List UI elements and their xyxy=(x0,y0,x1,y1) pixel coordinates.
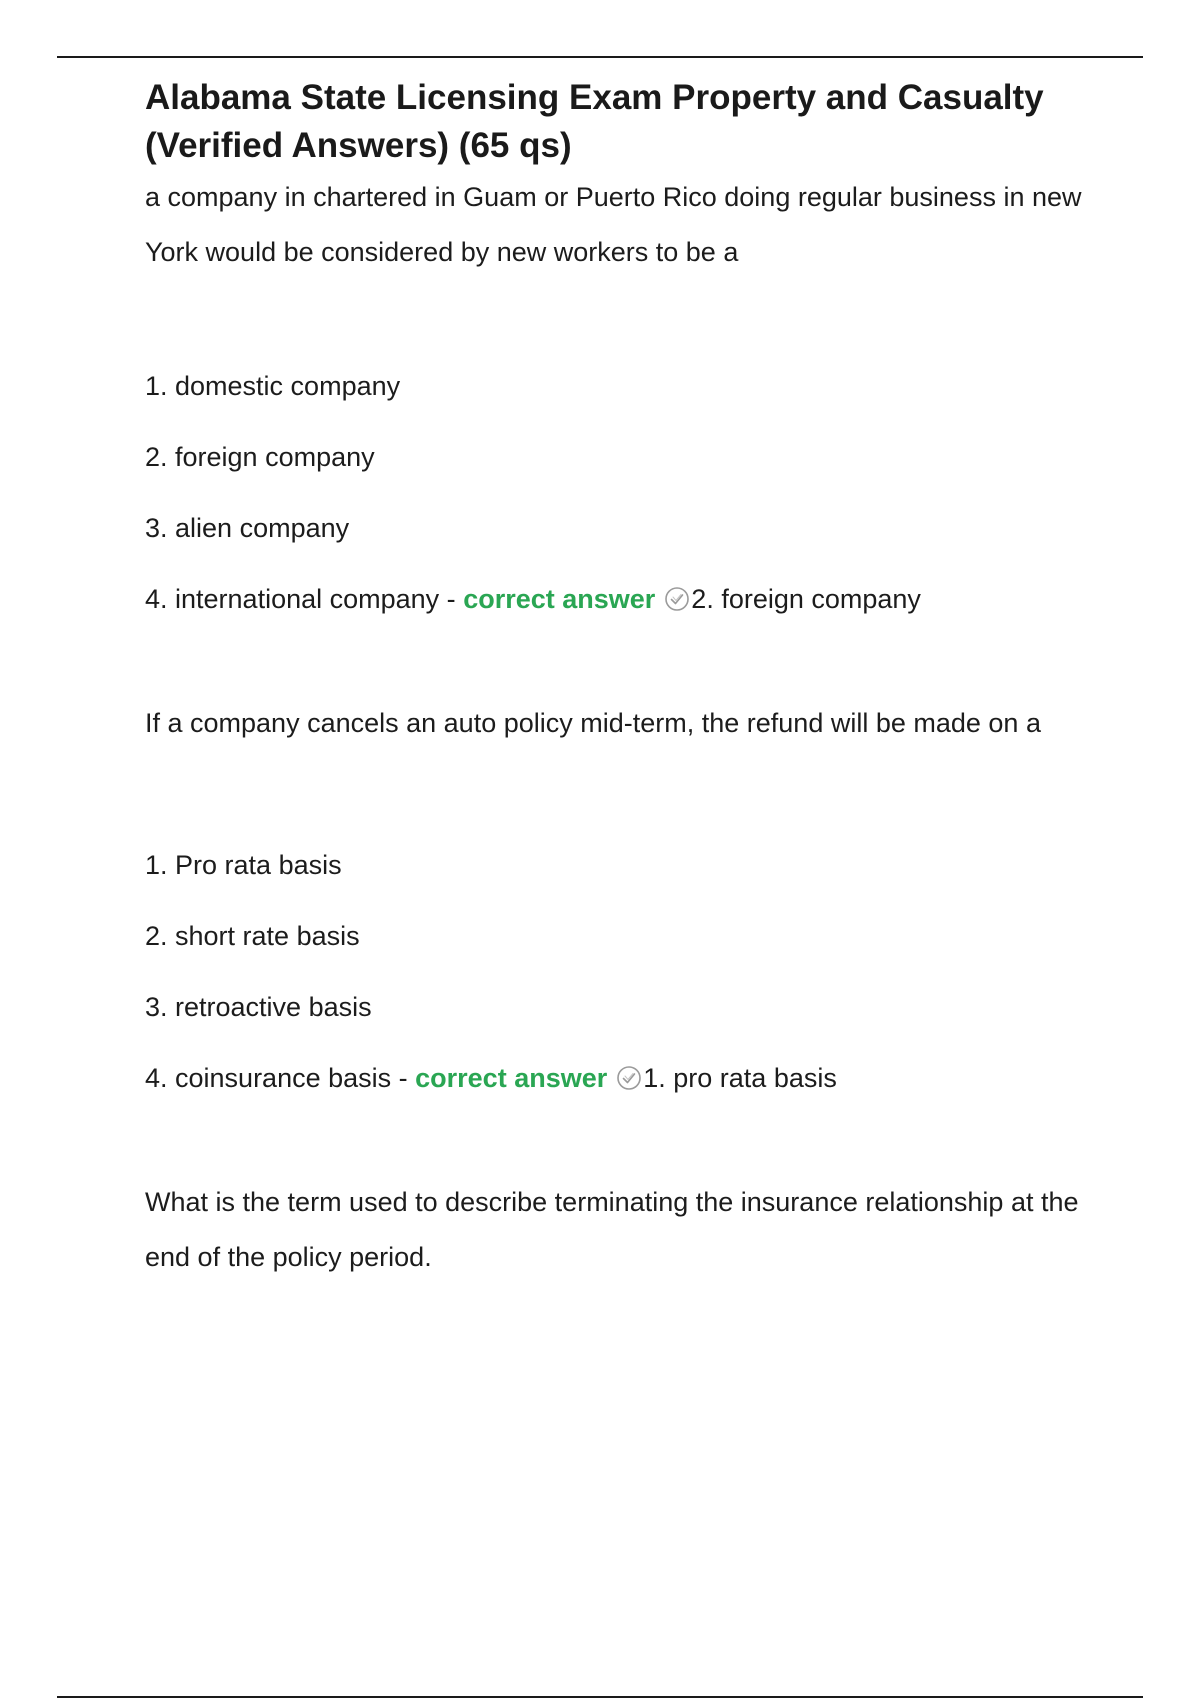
correct-answer-label: correct answer xyxy=(463,584,656,614)
option-item: 2. short rate basis xyxy=(145,921,360,951)
option-list xyxy=(145,848,1085,1095)
option-item: 1. Pro rata basis xyxy=(145,850,342,880)
correct-answer-label: correct answer xyxy=(415,1063,608,1093)
document-title: Alabama State Licensing Exam Property and Casualty (Verified Answers) (65 qs) xyxy=(145,78,1044,165)
option-item: 3. alien company xyxy=(145,513,350,543)
option-item-with-answer xyxy=(145,582,1085,616)
answer-text: 1. pro rata basis xyxy=(643,1063,837,1093)
option-list xyxy=(145,369,1085,616)
option-text: 4. international company - xyxy=(145,584,464,614)
question-block xyxy=(145,696,1085,1095)
question-block xyxy=(145,170,1085,616)
option-item-with-answer xyxy=(145,1061,1085,1095)
check-circle-icon xyxy=(664,586,690,612)
option-text: 4. coinsurance basis - xyxy=(145,1063,416,1093)
question-text: If a company cancels an auto policy mid-term, the refund will be made on a xyxy=(145,708,1041,738)
bottom-rule xyxy=(57,1696,1143,1698)
option-item: 2. foreign company xyxy=(145,442,375,472)
top-rule xyxy=(57,56,1143,58)
question-text: What is the term used to describe terminating the insurance relationship at the end of the policy period. xyxy=(145,1187,1079,1272)
option-item: 3. retroactive basis xyxy=(145,992,372,1022)
question-text: a company in chartered in Guam or Puerto Rico doing regular business in new York would be considered by new workers to be a xyxy=(145,182,1082,267)
check-circle-icon xyxy=(616,1065,642,1091)
document-body xyxy=(145,74,1085,1285)
answer-text: 2. foreign company xyxy=(691,584,921,614)
question-block xyxy=(145,1175,1085,1285)
option-item: 1. domestic company xyxy=(145,371,401,401)
